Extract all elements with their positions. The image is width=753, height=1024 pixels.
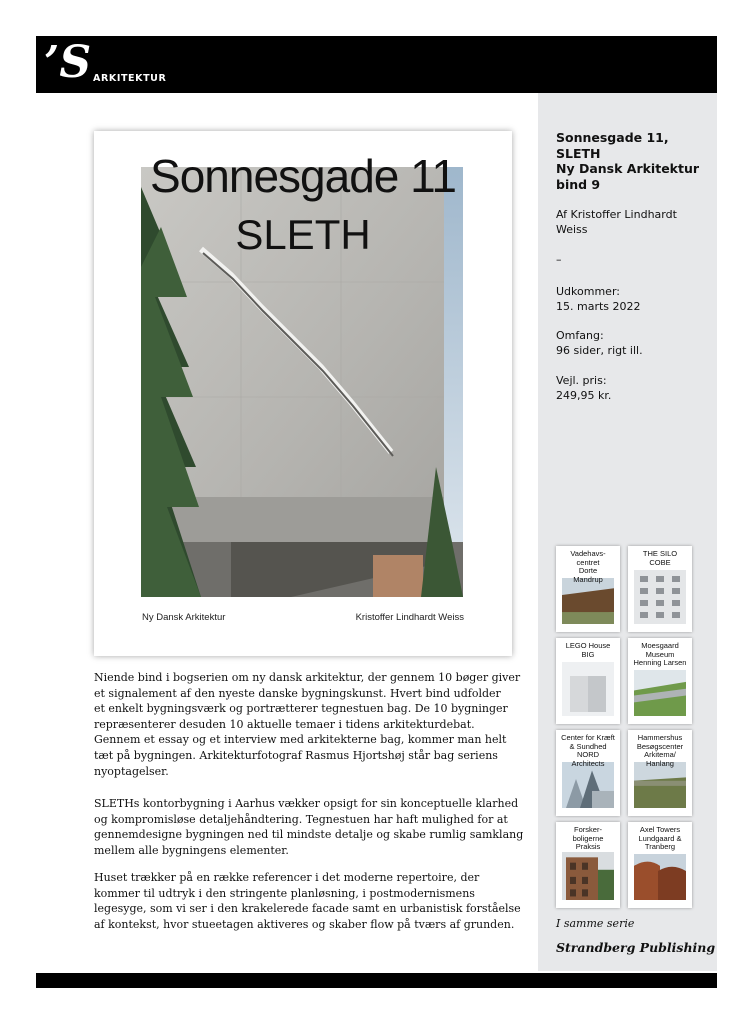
publisher-name: Strandberg Publishing (556, 940, 716, 955)
series-book-thumbnail: Moesgaard Museum Henning Larsen (628, 638, 692, 724)
cover-series-name: Ny Dansk Arkitektur (142, 612, 226, 623)
book-title: Sonnesgade 11, SLETH Ny Dansk Arkitektur bind 9 (556, 130, 700, 192)
second-paragraph: SLETHs kontorbygning i Aarhus vækker opsigt for sin konceptuelle klarhed og kompromisløse detaljehåndtering. Tegnestuen har haft mulighed for at gennemdesigne bygningen ned til mindste detalje og skabe rumlig samklang mellem alle bygningens elementer. (94, 797, 524, 857)
series-caption: I samme serie (556, 917, 635, 930)
footer-bar (36, 973, 717, 988)
logo-icon: ’S (44, 37, 92, 88)
thumbnail-image (634, 670, 686, 716)
book-author: Af Kristoffer Lindhardt Weiss (556, 208, 677, 236)
extent-info: Omfang: 96 sider, rigt ill. (556, 329, 643, 357)
cover-author: Kristoffer Lindhardt Weiss (355, 612, 464, 623)
header-bar (36, 36, 717, 93)
intro-paragraph: Niende bind i bogserien om ny dansk arkitektur, der gennem 10 bøger giver et signalement af den nyeste danske bygningskunst. Hvert bind udfolder et enkelt bygningsværk og portrætterer tegnestuen bag. De 10 bygninger repræsenterer desuden 10 aktuelle temaer i tidens arkitekturdebat. Gennem et essay og et interview med arkitekterne bag, kommer man helt tæt på bygningen. Arkitekturfotograf Rasmus Hjortshøj står bag seriens nyoptagelser. (94, 671, 521, 778)
thumbnail-image (634, 570, 686, 624)
thumbnail-image (562, 662, 614, 716)
header-label: ARKITEKTUR (93, 73, 167, 84)
book-cover (94, 131, 512, 656)
series-book-thumbnail: Hammershus Besøgscenter Arkitema/ Hanlang (628, 730, 692, 816)
thumbnail-image (634, 854, 686, 900)
cover-subtitle: SLETH (235, 211, 371, 258)
thumbnail-image (562, 578, 614, 624)
series-book-thumbnail: Forsker- boligerne Praksis (556, 822, 620, 908)
series-book-thumbnail: LEGO House BIG (556, 638, 620, 724)
series-book-thumbnail: Vadehavs- centret Dorte Mandrup (556, 546, 620, 632)
thumbnail-image (562, 762, 614, 808)
price-info: Vejl. pris: 249,95 kr. (556, 374, 612, 402)
cover-title: Sonnesgade 11 (150, 150, 456, 202)
thumbnail-image (634, 762, 686, 808)
release-info: Udkommer: 15. marts 2022 (556, 285, 641, 313)
series-book-thumbnail: Center for Kræft & Sundhed NORD Architects (556, 730, 620, 816)
series-book-thumbnail: THE SILO COBE (628, 546, 692, 632)
thumbnail-image (562, 852, 614, 900)
series-book-thumbnail: Axel Towers Lundgaard & Tranberg (628, 822, 692, 908)
third-paragraph: Huset trækker på en række referencer i det moderne repertoire, der kommer til udtryk i den stringente planløsning, i postmodernismens legesyge, som vi ser i den krakelerede facade samt en urbanistisk forståelse af kontekst, hvor stueetagen aktiveres og skaber flow på tværs af grunden. (94, 871, 521, 931)
dash-separator: – (556, 253, 562, 266)
